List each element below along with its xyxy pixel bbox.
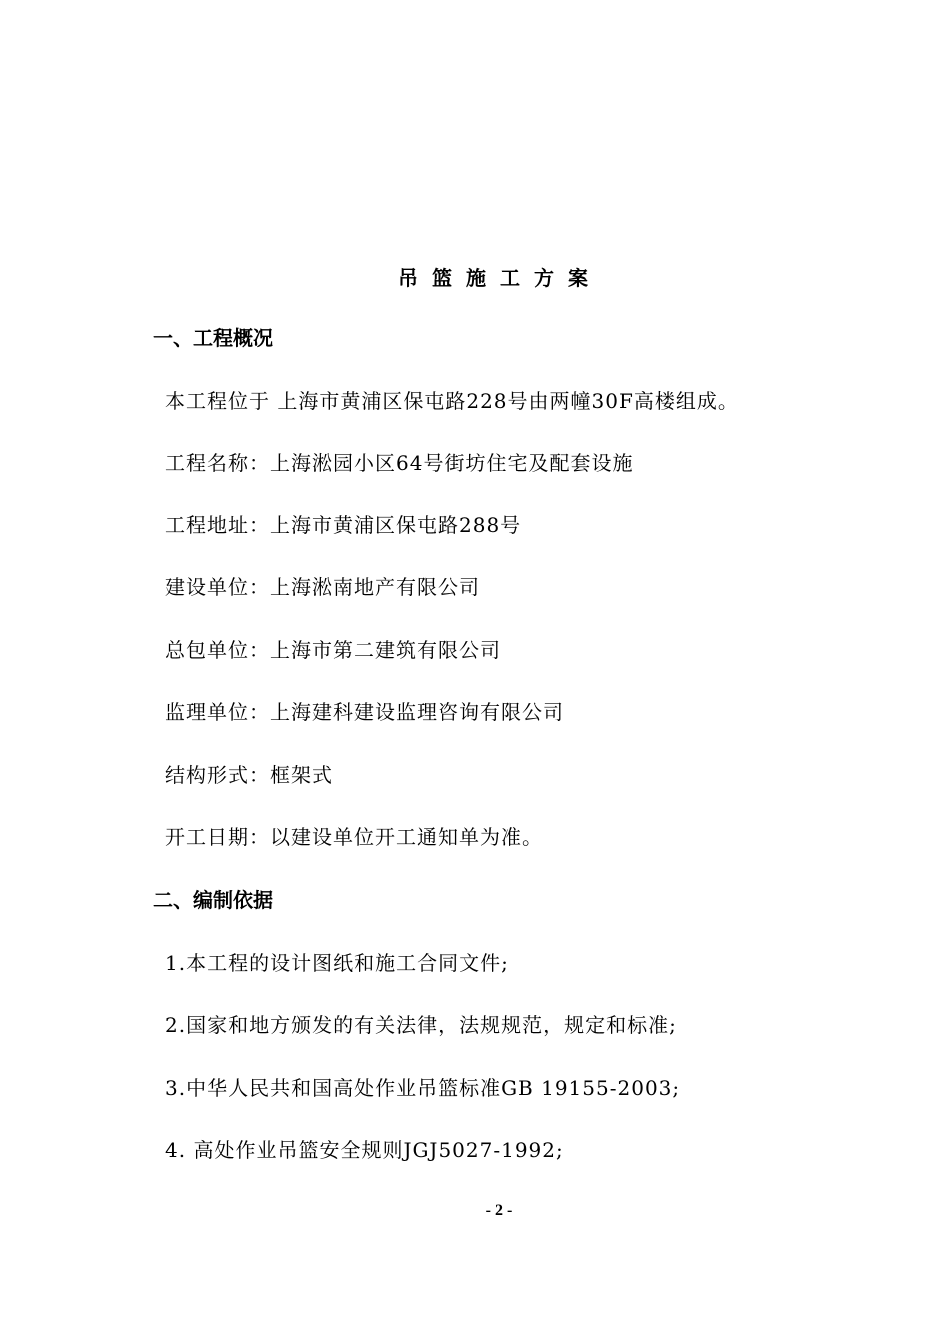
basis-line-1: 1.本工程的设计图纸和施工合同文件; xyxy=(165,951,509,975)
overview-line-developer: 建设单位：上海淞南地产有限公司 xyxy=(165,575,480,599)
overview-line-project-address: 工程地址：上海市黄浦区保屯路288号 xyxy=(165,513,522,537)
overview-line-supervisor: 监理单位：上海建科建设监理咨询有限公司 xyxy=(165,700,564,724)
page-number: - 2 - xyxy=(485,1202,513,1219)
basis-line-2: 2.国家和地方颁发的有关法律，法规规范，规定和标准; xyxy=(165,1013,677,1037)
basis-line-4: 4. 高处作业吊篮安全规则JGJ5027-1992; xyxy=(165,1138,564,1162)
overview-line-start-date: 开工日期：以建设单位开工通知单为准。 xyxy=(165,825,543,849)
overview-line-general-contractor: 总包单位：上海市第二建筑有限公司 xyxy=(165,638,501,662)
document-title: 吊篮施工方案 xyxy=(398,266,602,290)
basis-line-3: 3.中华人民共和国高处作业吊篮标准GB 19155-2003; xyxy=(165,1076,681,1100)
section-heading-basis: 二、编制依据 xyxy=(153,888,273,912)
overview-line-project-name: 工程名称：上海淞园小区64号街坊住宅及配套设施 xyxy=(165,451,634,475)
overview-line-location: 本工程位于 上海市黄浦区保屯路228号由两幢30F高楼组成。 xyxy=(165,389,739,413)
section-heading-overview: 一、工程概况 xyxy=(153,326,273,350)
overview-line-structure: 结构形式：框架式 xyxy=(165,763,333,787)
